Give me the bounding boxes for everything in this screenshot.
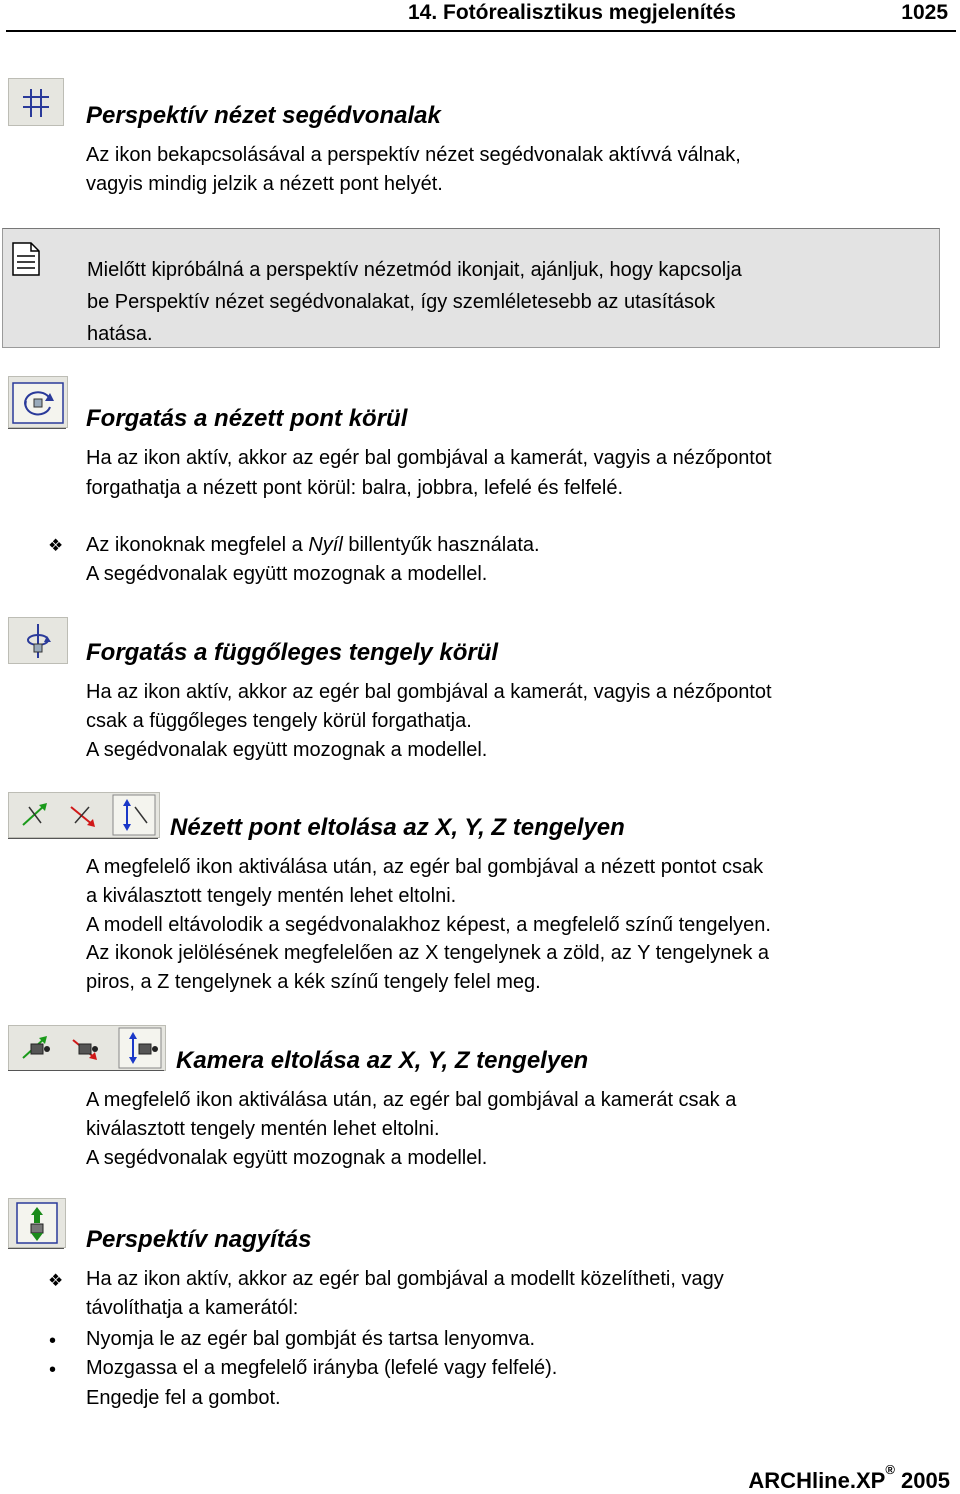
footer-year: 2005 <box>901 1468 950 1493</box>
note-box <box>2 228 940 348</box>
page-number: 1025 <box>901 1 948 24</box>
target-shift-body-1: A megfelelő ikon aktiválása után, az egér bal gombjával a nézett pontot csak <box>86 856 764 878</box>
section-title-guides: Perspektív nézet segédvonalak <box>86 102 441 129</box>
guides-body-2: vagyis mindig jelzik a nézett pont helyét. <box>86 173 443 195</box>
zoom-step-2: Mozgassa el a megfelelő irányba (lefelé vagy felfelé). <box>86 1357 558 1379</box>
vertical-body-2: csak a függőleges tengely körül forgathatja. <box>86 710 472 732</box>
tip-text-end: billentyűk használata. <box>342 534 540 556</box>
zoom-step-3: Engedje fel a gombot. <box>86 1387 281 1409</box>
target-shift-icon-group <box>8 792 160 838</box>
section-title-vertical: Forgatás a függőleges tengely körül <box>86 639 499 666</box>
section-title-zoom: Perspektív nagyítás <box>86 1226 312 1253</box>
chapter-title: 14. Fotórealisztikus megjelenítés <box>408 1 736 24</box>
vertical-body-1: Ha az ikon aktív, akkor az egér bal gombjával a kamerát, vagyis a nézőpontot <box>86 681 772 703</box>
tip-text: Az ikonoknak megfelel a <box>86 534 309 556</box>
orbit-body-1: Ha az ikon aktív, akkor az egér bal gombjával a kamerát, vagyis a nézőpontot <box>86 447 772 469</box>
zoom-tip-2: távolíthatja a kamerától: <box>86 1297 299 1319</box>
tip-key: Nyíl <box>308 534 343 556</box>
move-camera-x-icon <box>23 1036 50 1058</box>
perspective-zoom-icon <box>8 1198 66 1248</box>
section-title-target-shift: Nézett pont eltolása az X, Y, Z tengelyen <box>170 814 625 841</box>
footer-brand: ARCHline.XP <box>748 1468 886 1493</box>
page-header <box>6 0 956 32</box>
section-title-camera-shift: Kamera eltolása az X, Y, Z tengelyen <box>176 1047 589 1074</box>
section-title-orbit: Forgatás a nézett pont körül <box>86 405 408 432</box>
diamond-bullet-icon: ❖ <box>48 1271 64 1290</box>
page-footer <box>748 1462 950 1494</box>
target-shift-body-3: A modell eltávolodik a segédvonalakhoz képest, a megfelelő színű tengelyen. <box>86 914 771 936</box>
icon-underline <box>8 1070 164 1071</box>
guides-body-1: Az ikon bekapcsolásával a perspektív nézet segédvonalak aktívvá válnak, <box>86 144 741 166</box>
camera-shift-body-2: kiválasztott tengely mentén lehet eltolni. <box>86 1118 440 1140</box>
target-shift-body-4: Az ikonok jelölésének megfelelően az X tengelynek a zöld, az Y tengelynek a <box>86 942 770 964</box>
icon-underline <box>8 838 158 839</box>
diamond-bullet-icon: ❖ <box>48 536 64 555</box>
vertical-axis-rotate-icon <box>8 617 68 664</box>
move-camera-y-icon <box>73 1040 98 1060</box>
note-line-3: hatása. <box>87 323 153 345</box>
orbit-icon <box>8 376 68 428</box>
target-shift-body-5: piros, a Z tengelynek a kék színű tengely felel meg. <box>86 971 541 993</box>
bullet-dot-icon: • <box>49 1330 57 1352</box>
target-shift-body-2: a kiválasztott tengely mentén lehet eltolni. <box>86 885 457 907</box>
move-target-x-icon <box>23 803 47 825</box>
orbit-tip-1 <box>86 531 540 560</box>
orbit-tip-2: A segédvonalak együtt mozognak a modellel. <box>86 563 488 585</box>
bullet-dot-icon: • <box>49 1359 57 1381</box>
icon-underline <box>8 1248 64 1249</box>
zoom-tip-1: Ha az ikon aktív, akkor az egér bal gombjával a modellt közelítheti, vagy <box>86 1268 724 1290</box>
move-target-y-icon <box>71 807 95 827</box>
grid-icon <box>8 78 64 126</box>
camera-shift-body-3: A segédvonalak együtt mozognak a modellel. <box>86 1147 488 1169</box>
vertical-body-3: A segédvonalak együtt mozognak a modellel. <box>86 739 488 761</box>
note-line-2: be Perspektív nézet segédvonalakat, így szemléletesebb az utasítások <box>87 291 716 313</box>
icon-underline <box>8 428 66 429</box>
registered-mark: ® <box>885 1462 895 1477</box>
camera-shift-body-1: A megfelelő ikon aktiválása után, az egér bal gombjával a kamerát csak a <box>86 1089 737 1111</box>
orbit-body-2: forgathatja a nézett pont körül: balra, jobbra, lefelé és felfelé. <box>86 477 624 499</box>
zoom-step-1: Nyomja le az egér bal gombját és tartsa lenyomva. <box>86 1328 536 1350</box>
camera-shift-icon-group <box>8 1025 166 1071</box>
note-line-1: Mielőtt kipróbálná a perspektív nézetmód ikonjait, ajánljuk, hogy kapcsolja <box>87 259 742 281</box>
note-icon <box>11 241 41 282</box>
